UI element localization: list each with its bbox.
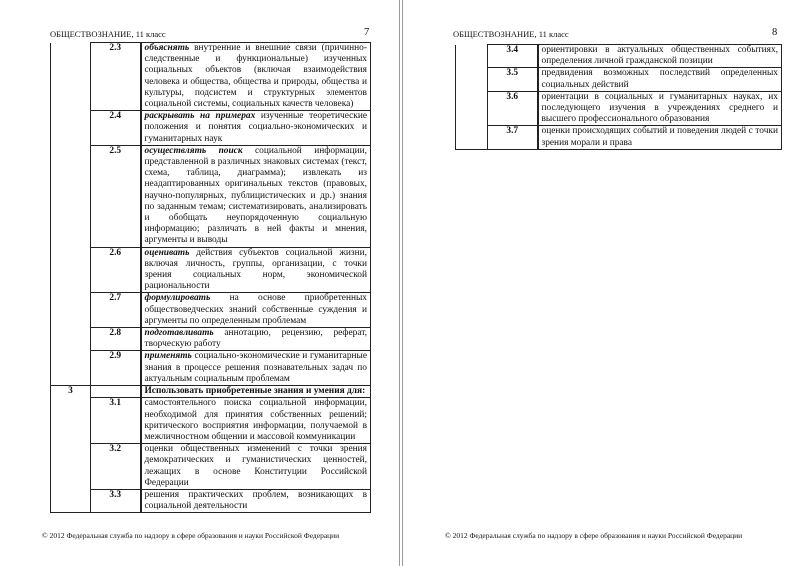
item-code: 3.3 xyxy=(91,489,141,512)
section-number xyxy=(51,351,91,386)
item-description xyxy=(141,489,371,512)
page-number: 7 xyxy=(364,27,370,38)
item-code: 2.4 xyxy=(91,111,141,146)
table-row xyxy=(51,444,371,490)
item-description xyxy=(141,43,371,111)
item-description xyxy=(141,111,371,146)
skill-verb: осуществлять поиск xyxy=(144,145,243,156)
skill-verb: раскрывать на примерах xyxy=(144,111,256,122)
description-text: аннотацию, рецензию, реферат, творческую работу xyxy=(144,328,367,350)
section-number: 3 xyxy=(51,386,91,398)
table-row xyxy=(51,328,371,351)
section-number xyxy=(456,91,488,126)
table-row xyxy=(456,68,782,91)
section-number xyxy=(51,489,91,512)
section-number xyxy=(456,126,488,149)
table-row xyxy=(51,293,371,328)
table-row xyxy=(51,247,371,293)
item-code: 2.3 xyxy=(91,43,141,111)
description-text: самостоятельного поиска социальной информации, необходимой для принятия собственных решений; критического восприятия информации, получаемой в межличностном общении и массовой коммуникации xyxy=(144,398,367,442)
description-text: оценки происходящих событий и поведения людей с точки зрения морали и права xyxy=(541,126,778,148)
table-row xyxy=(51,145,371,247)
table-row xyxy=(51,351,371,386)
table-row xyxy=(456,126,782,149)
item-code: 3.5 xyxy=(488,68,538,91)
item-code: 2.5 xyxy=(91,145,141,247)
page-number: 8 xyxy=(772,27,778,38)
skill-verb: подготавливать xyxy=(144,328,214,339)
item-description xyxy=(538,45,782,68)
item-description xyxy=(141,351,371,386)
table-row xyxy=(51,43,371,111)
description-text: внутренние и внешние связи (причинно-следственные и функциональные) изученных социальных объектов (включая взаимодействия человека и общества, общества и природы, общества и культуры, подсистем и структурных элементов социальной системы, социальных качеств человека) xyxy=(144,43,367,110)
page-right xyxy=(402,0,800,566)
description-text: оценки общественных изменений с точки зрения демократических и гуманистических ценностей, лежащих в основе Конституции Российской Федерации xyxy=(144,444,367,488)
item-description xyxy=(141,145,371,247)
copyright-footer: © 2012 Федеральная служба по надзору в сфере образования и науки Российской Федерации xyxy=(445,531,743,540)
item-description xyxy=(538,68,782,91)
item-description xyxy=(141,293,371,328)
section-number xyxy=(51,145,91,247)
description-text: на основе приобретенных обществоведческих знаний собственные суждения и аргументы по определенным проблемам xyxy=(144,293,367,326)
item-description xyxy=(141,398,371,444)
section-number xyxy=(51,328,91,351)
section-number xyxy=(51,293,91,328)
item-description xyxy=(141,386,371,398)
table-row xyxy=(51,398,371,444)
description-text: Использовать приобретенные знания и умения для: xyxy=(144,386,366,397)
item-code: 2.7 xyxy=(91,293,141,328)
section-number xyxy=(51,444,91,490)
table-row xyxy=(51,111,371,146)
section-number xyxy=(51,398,91,444)
item-code: 3.4 xyxy=(488,45,538,68)
section-heading-row xyxy=(51,386,371,398)
section-number xyxy=(51,247,91,293)
copyright-footer: © 2012 Федеральная служба по надзору в сфере образования и науки Российской Федерации xyxy=(42,531,340,540)
item-description xyxy=(141,444,371,490)
skill-verb: оценивать xyxy=(144,247,190,258)
item-code: 2.9 xyxy=(91,351,141,386)
item-description xyxy=(141,247,371,293)
description-text: ориентации в социальных и гуманитарных науках, их последующего изучения в учреждениях среднего и высшего профессионального образования xyxy=(541,91,778,125)
table-row xyxy=(456,91,782,126)
section-number xyxy=(456,45,488,68)
description-text: социально-экономические и гуманитарные знания в процессе решения познавательных задач по актуальным социальным проблемам xyxy=(144,351,367,384)
item-description xyxy=(538,91,782,126)
item-description xyxy=(538,126,782,149)
item-code: 2.6 xyxy=(91,247,141,293)
item-code: 3.1 xyxy=(91,398,141,444)
description-text: решения практических проблем, возникающих в социальной деятельности xyxy=(144,489,367,512)
description-text: ориентировки в актуальных общественных событиях, определения личной гражданской позиции xyxy=(541,45,778,67)
item-code: 3.2 xyxy=(91,444,141,490)
skill-verb: объяснять xyxy=(144,43,190,53)
section-number xyxy=(456,68,488,91)
description-text: социальной информации, представленной в различных знаковых системах (текст, схема, таблица, диаграмма); извлекать из неадаптированных оригинальных текстов (правовых, научно-популярных, публицистических и др.) знания по заданным темам; систематизировать, анализировать и обобщать неупорядоченную социальную информацию; различать в ней факты и мнения, аргументы и выводы xyxy=(144,145,367,246)
item-code: 3.7 xyxy=(488,126,538,149)
table-row xyxy=(456,45,782,68)
requirements-table xyxy=(50,42,371,513)
running-header: ОБЩЕСТВОЗНАНИЕ, 11 класс xyxy=(453,29,569,39)
description-text: предвидения возможных последствий определенных социальных действий xyxy=(541,68,778,90)
skill-verb: применять xyxy=(144,351,192,362)
item-code: 3.6 xyxy=(488,91,538,126)
skill-verb: формулировать xyxy=(144,293,211,304)
section-number xyxy=(51,111,91,146)
item-description xyxy=(141,328,371,351)
item-code: 2.8 xyxy=(91,328,141,351)
table-row xyxy=(51,489,371,512)
description-text: действия субъектов социальной жизни, включая личность, группы, организации, с точки зрения социальных норм, экономической рациональности xyxy=(144,247,367,292)
requirements-table xyxy=(455,44,782,150)
section-number xyxy=(51,43,91,111)
item-code xyxy=(91,386,141,398)
description-text: изученные теоретические положения и понятия социально-экономических и гуманитарных наук xyxy=(144,111,367,144)
running-header: ОБЩЕСТВОЗНАНИЕ, 11 класс xyxy=(50,29,166,39)
